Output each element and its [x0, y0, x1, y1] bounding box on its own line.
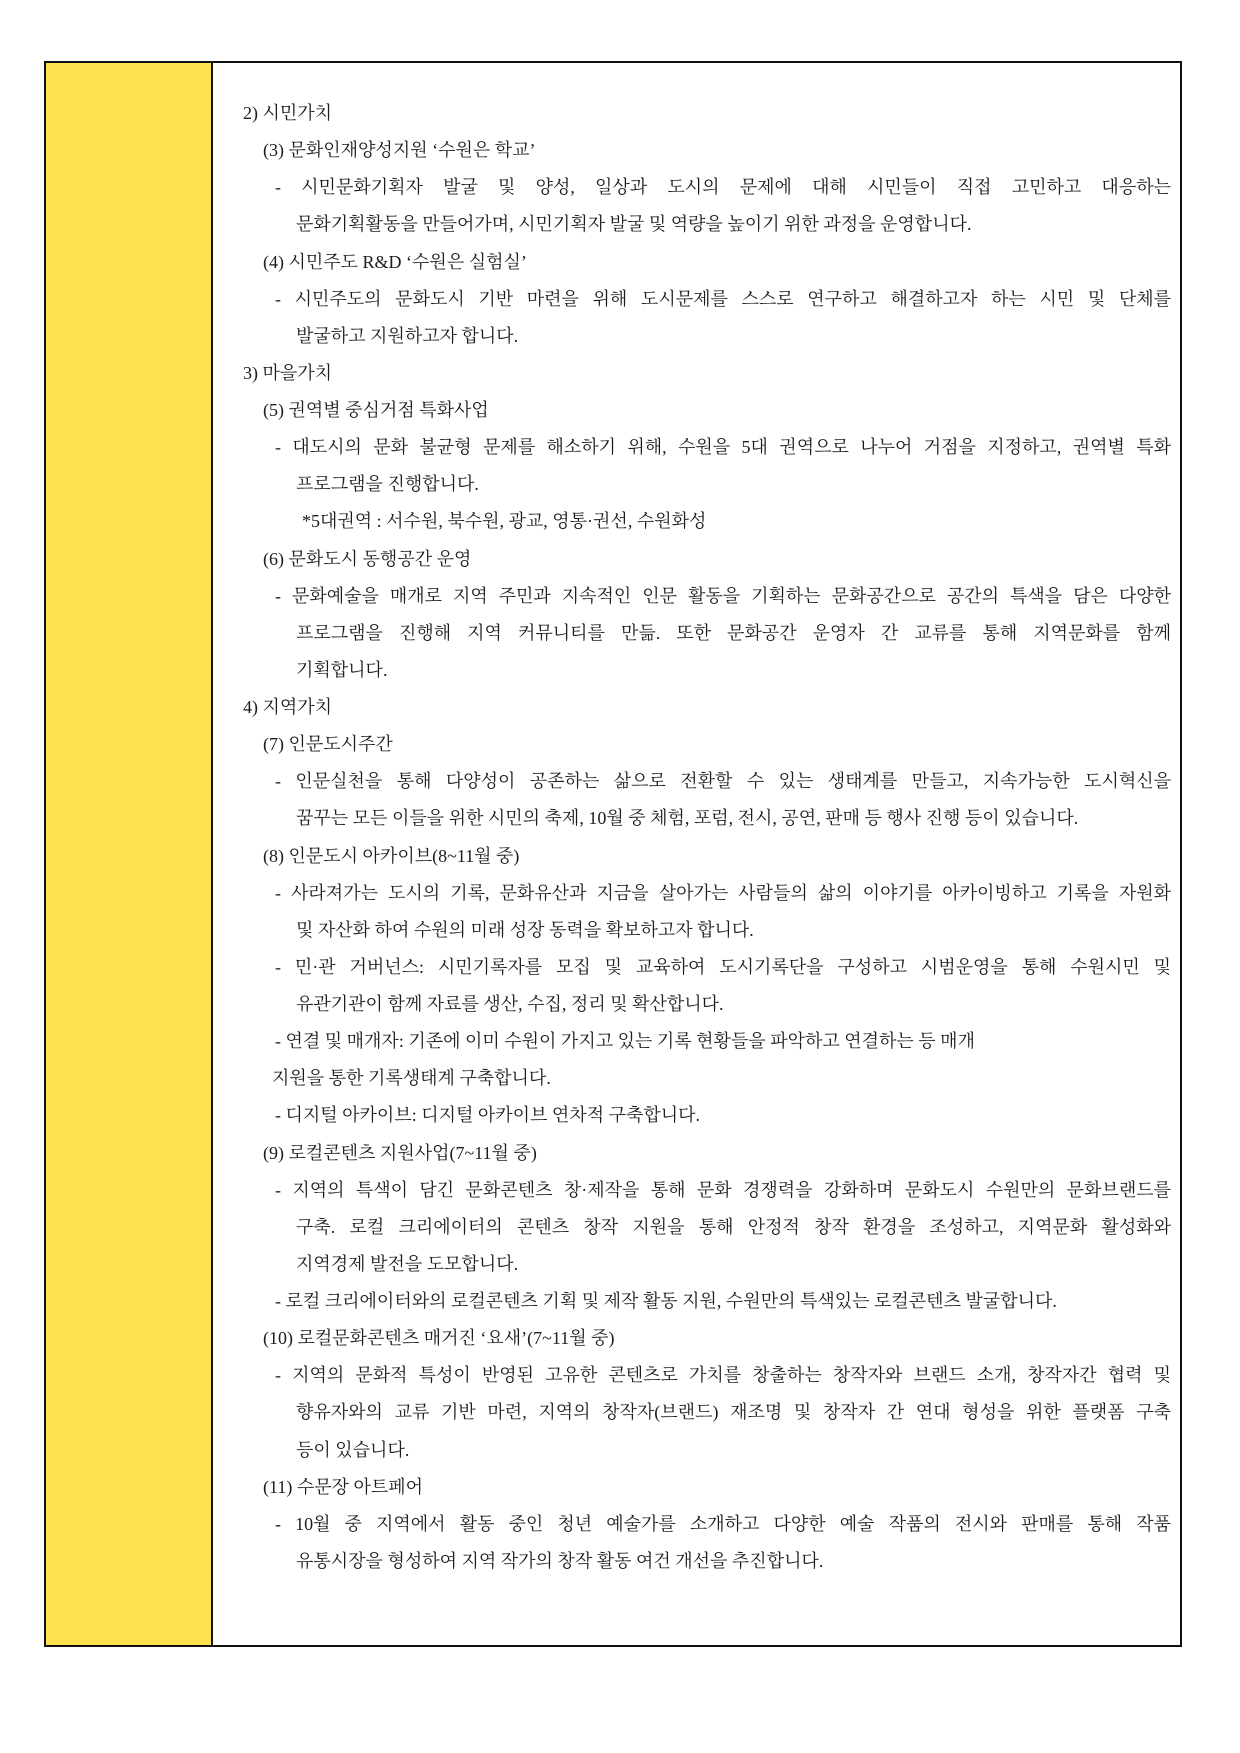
section-heading: 2) 시민가치	[243, 103, 333, 123]
item-title: (6) 문화도시 동행공간 운영	[263, 548, 472, 569]
item-title: (11) 수문장 아트페어	[263, 1476, 424, 1497]
bullet-line: - 시민문화기획자 발굴 및 양성, 일상과 도시의 문제에 대해 시민들이 직접 고민하고 대응하는	[275, 177, 1171, 198]
continuation-line: 지역경제 발전을 도모합니다.	[296, 1253, 519, 1274]
item-title: (9) 로컬콘텐츠 지원사업(7~11월 중)	[263, 1142, 537, 1163]
section-heading: 4) 지역가치	[243, 697, 333, 717]
bullet-line: - 디지털 아카이브: 디지털 아카이브 연차적 구축합니다.	[275, 1105, 701, 1126]
continuation-line: 프로그램을 진행해 지역 커뮤니티를 만듦. 또한 문화공간 운영자 간 교류를 통해 지역문화를 함께	[296, 622, 1171, 643]
bullet-line: - 사라져가는 도시의 기록, 문화유산과 지금을 살아가는 사람들의 삶의 이야기를 아카이빙하고 기록을 자원화	[275, 882, 1171, 903]
bullet-line: - 10월 중 지역에서 활동 중인 청년 예술가를 소개하고 다양한 예술 작품의 전시와 판매를 통해 작품	[275, 1513, 1171, 1534]
document-body	[243, 95, 1171, 1580]
bullet-line: - 민·관 거버넌스: 시민기록자를 모집 및 교육하여 도시기록단을 구성하고 시범운영을 통해 수원시민 및	[275, 956, 1171, 977]
continuation-line: 문화기획활동을 만들어가며, 시민기획자 발굴 및 역량을 높이기 위한 과정을 운영합니다.	[296, 214, 972, 235]
continuation-line: 및 자산화 하여 수원의 미래 성장 동력을 확보하고자 합니다.	[296, 919, 754, 940]
bullet-line: - 대도시의 문화 불균형 문제를 해소하기 위해, 수원을 5대 권역으로 나누어 거점을 지정하고, 권역별 특화	[275, 437, 1171, 458]
bullet-line: - 문화예술을 매개로 지역 주민과 지속적인 인문 활동을 기획하는 문화공간으로 공간의 특색을 담은 다양한	[275, 585, 1171, 606]
item-title: (8) 인문도시 아카이브(8~11월 중)	[263, 845, 520, 866]
bullet-line: - 시민주도의 문화도시 기반 마련을 위해 도시문제를 스스로 연구하고 해결하고자 하는 시민 및 단체를	[275, 288, 1171, 309]
bullet-line: - 지역의 특색이 담긴 문화콘텐츠 창·제작을 통해 문화 경쟁력을 강화하며 문화도시 수원만의 문화브랜드를	[275, 1179, 1171, 1200]
continuation-line: 꿈꾸는 모든 이들을 위한 시민의 축제, 10월 중 체험, 포럼, 전시, 공연, 판매 등 행사 진행 등이 있습니다.	[296, 808, 1079, 829]
note-line: *5대권역 : 서수원, 북수원, 광교, 영통·권선, 수원화성	[302, 511, 707, 532]
continuation-line: 유관기관이 함께 자료를 생산, 수집, 정리 및 확산합니다.	[296, 994, 724, 1014]
item-title: (3) 문화인재양성지원 ‘수원은 학교’	[263, 140, 536, 161]
continuation-line: 프로그램을 진행합니다.	[296, 474, 479, 495]
continuation-line: 구축. 로컬 크리에이터의 콘텐츠 창작 지원을 통해 안정적 창작 환경을 조성하고, 지역문화 활성화와	[296, 1216, 1171, 1237]
item-title: (5) 권역별 중심거점 특화사업	[263, 400, 489, 420]
continuation-line: 유통시장을 형성하여 지역 작가의 창작 활동 여건 개선을 추진합니다.	[296, 1550, 824, 1571]
bullet-line: - 지역의 문화적 특성이 반영된 고유한 콘텐츠로 가치를 창출하는 창작자와 브랜드 소개, 창작자간 협력 및	[275, 1365, 1171, 1386]
continuation-line: 등이 있습니다.	[296, 1439, 410, 1460]
bullet-line: - 로컬 크리에이터와의 로컬콘텐츠 기획 및 제작 활동 지원, 수원만의 특색있는 로컬콘텐츠 발굴합니다.	[275, 1291, 1057, 1311]
item-title: (4) 시민주도 R&D ‘수원은 실험실’	[263, 251, 527, 272]
item-title: (7) 인문도시주간	[263, 734, 393, 755]
continuation-line: 지원을 통한 기록생태계 구축합니다.	[272, 1068, 551, 1089]
yellow-side-column	[46, 63, 213, 1645]
continuation-line: 향유자와의 교류 기반 마련, 지역의 창작자(브랜드) 재조명 및 창작자 간 연대 형성을 위한 플랫폼 구축	[296, 1402, 1171, 1423]
item-title: (10) 로컬문화콘텐츠 매거진 ‘요새’(7~11월 중)	[263, 1328, 615, 1349]
section-heading: 3) 마을가치	[243, 362, 333, 383]
continuation-line: 기획합니다.	[296, 659, 388, 680]
bullet-line: - 인문실천을 통해 다양성이 공존하는 삶으로 전환할 수 있는 생태계를 만들고, 지속가능한 도시혁신을	[275, 771, 1171, 792]
continuation-line: 발굴하고 지원하고자 합니다.	[296, 325, 519, 346]
bullet-line: - 연결 및 매개자: 기존에 이미 수원이 가지고 있는 기록 현황들을 파악하고 연결하는 등 매개	[275, 1031, 975, 1052]
